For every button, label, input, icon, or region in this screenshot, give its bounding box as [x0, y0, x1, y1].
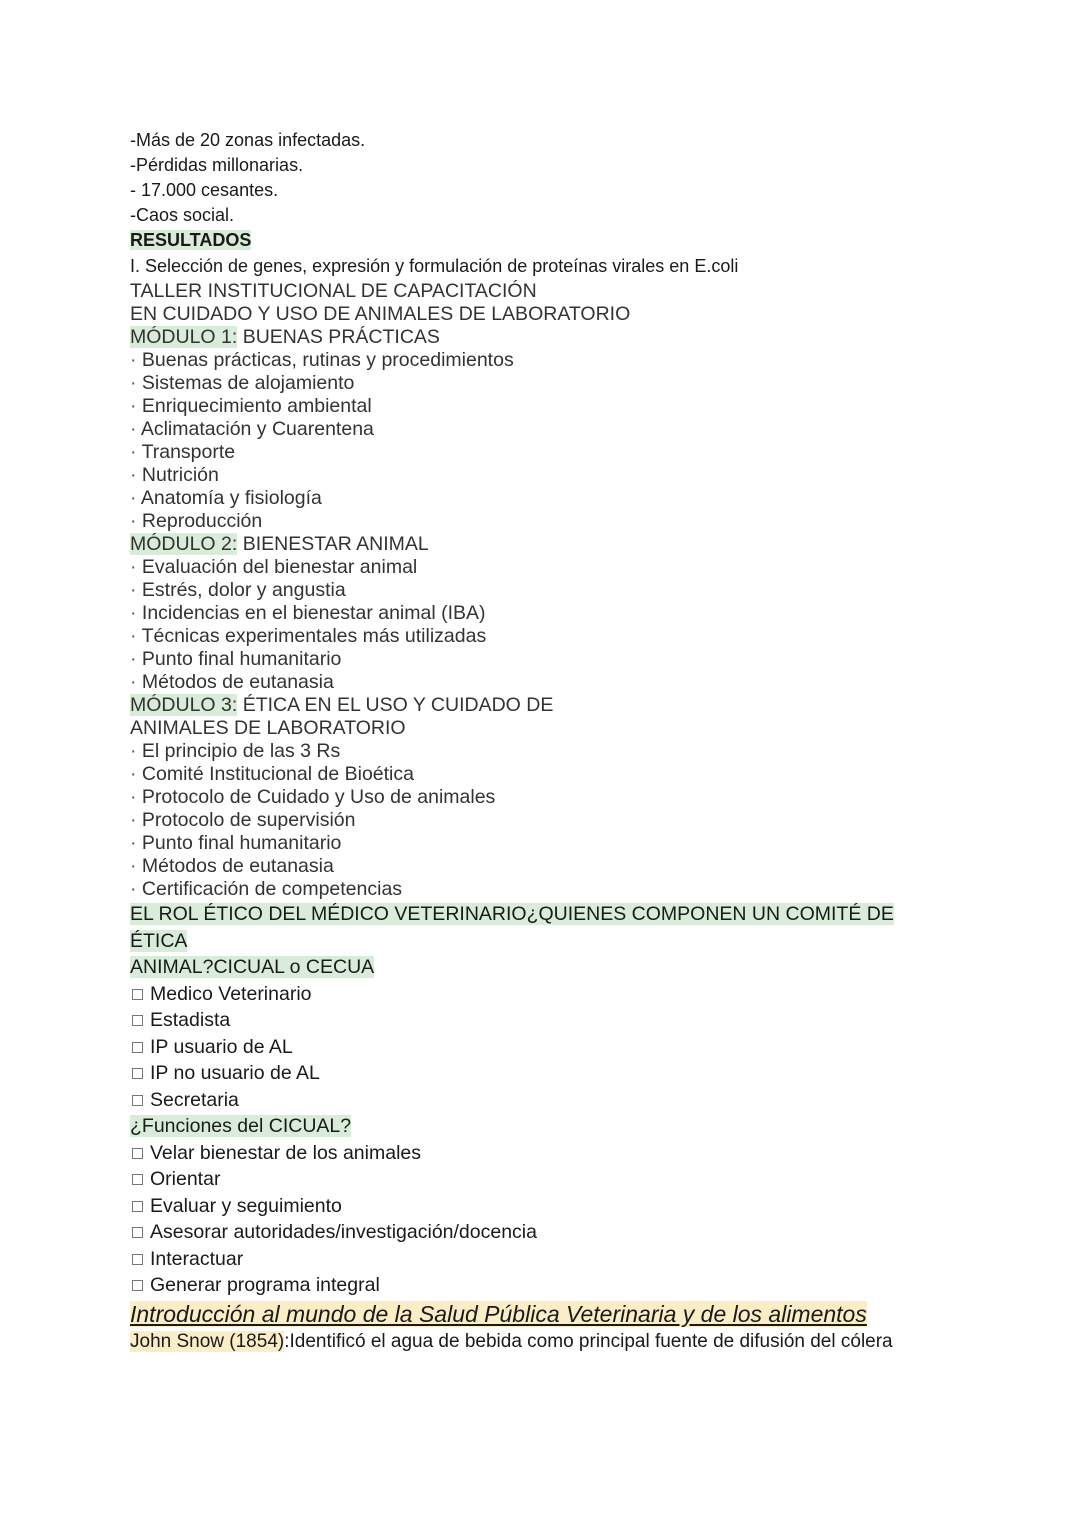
bullet-text: Evaluación del bienestar animal	[141, 556, 418, 578]
bullet-dot-icon: ·	[130, 349, 142, 371]
bullet-text: Enriquecimiento ambiental	[141, 395, 372, 417]
modulo3-heading-cont: ANIMALES DE LABORATORIO	[130, 717, 406, 739]
intro-line: -Más de 20 zonas infectadas.	[130, 130, 366, 150]
bullet-item	[130, 763, 950, 786]
resultados-heading: RESULTADOS	[130, 230, 252, 250]
checkbox-text: Estadista	[150, 1009, 231, 1031]
bullet-text: Protocolo de Cuidado y Uso de animales	[141, 786, 496, 808]
bullet-item	[130, 740, 950, 763]
modulo1-heading: MÓDULO 1: BUENAS PRÁCTICAS	[130, 326, 440, 348]
checkbox-icon	[132, 1068, 143, 1079]
bullet-item	[130, 349, 950, 372]
checkbox-item	[130, 1060, 950, 1087]
bullet-dot-icon: ·	[130, 763, 142, 785]
checkbox-item	[130, 1219, 950, 1246]
checkbox-item	[130, 1193, 950, 1220]
bullet-item	[130, 671, 950, 694]
bullet-dot-icon: ·	[130, 809, 142, 831]
modulo3-heading: MÓDULO 3: ÉTICA EN EL USO Y CUIDADO DE	[130, 694, 554, 716]
bullet-item	[130, 556, 950, 579]
bullet-item	[130, 487, 950, 510]
salud-title: Introducción al mundo de la Salud Pública Veterinaria y de los alimentos	[130, 1300, 867, 1327]
bullet-item	[130, 855, 950, 878]
bullet-item	[130, 809, 950, 832]
checkbox-icon	[132, 1015, 143, 1026]
bullet-text: Transporte	[141, 441, 236, 463]
bullet-text: Nutrición	[141, 464, 219, 486]
intro-line: -Pérdidas millonarias.	[130, 155, 304, 175]
checkbox-item	[130, 1166, 950, 1193]
bullet-text: Reproducción	[141, 510, 263, 532]
checkbox-text: Evaluar y seguimiento	[150, 1194, 342, 1217]
bullet-dot-icon: ·	[130, 418, 141, 440]
checkbox-icon	[132, 1254, 143, 1265]
checkbox-item	[130, 1272, 950, 1299]
taller-title: TALLER INSTITUCIONAL DE CAPACITACIÓN	[130, 280, 537, 302]
checkbox-item	[130, 1246, 950, 1273]
checkbox-item	[130, 1140, 950, 1167]
bullet-dot-icon: ·	[130, 648, 142, 670]
bullet-dot-icon: ·	[130, 602, 142, 624]
checkbox-text: Interactuar	[150, 1247, 244, 1270]
bullet-text: Anatomía y fisiología	[140, 487, 322, 509]
bullet-dot-icon: ·	[130, 625, 142, 647]
checkbox-icon	[132, 1095, 143, 1106]
bullet-text: Buenas prácticas, rutinas y procedimientos	[141, 349, 514, 371]
snow-line: John Snow (1854):Identificó el agua de bebida como principal fuente de difusión del cólera	[130, 1330, 893, 1352]
checkbox-text: Orientar	[150, 1168, 221, 1190]
checkbox-text: Asesorar autoridades/investigación/docencia	[150, 1221, 537, 1243]
rol-heading: ANIMAL?CICUAL o CECUA	[130, 956, 375, 978]
bullet-text: Comité Institucional de Bioética	[141, 763, 414, 785]
bullet-dot-icon: ·	[130, 786, 142, 808]
bullet-item	[130, 464, 950, 487]
bullet-dot-icon: ·	[130, 441, 142, 463]
checkbox-icon	[132, 1227, 143, 1238]
rol-heading: EL ROL ÉTICO DEL MÉDICO VETERINARIO¿QUIENES COMPONEN UN COMITÉ DE	[130, 903, 894, 925]
bullet-item	[130, 395, 950, 418]
bullet-item	[130, 878, 950, 901]
intro-line: -Caos social.	[130, 205, 235, 225]
bullet-dot-icon: ·	[130, 671, 142, 693]
bullet-text: El principio de las 3 Rs	[141, 740, 341, 762]
checkbox-item	[130, 1034, 950, 1061]
bullet-dot-icon: ·	[130, 878, 142, 900]
bullet-text: Sistemas de alojamiento	[141, 372, 355, 394]
document-page	[130, 128, 950, 1355]
funciones-heading: ¿Funciones del CICUAL?	[130, 1115, 352, 1137]
checkbox-text: IP no usuario de AL	[150, 1062, 320, 1084]
checkbox-item	[130, 1087, 950, 1114]
checkbox-text: IP usuario de AL	[150, 1035, 293, 1058]
bullet-text: Protocolo de supervisión	[141, 809, 356, 831]
bullet-dot-icon: ·	[130, 832, 142, 854]
checkbox-text: Generar programa integral	[150, 1274, 380, 1296]
bullet-item	[130, 510, 950, 533]
checkbox-icon	[132, 989, 143, 1000]
bullet-dot-icon: ·	[130, 510, 142, 532]
bullet-dot-icon: ·	[130, 740, 142, 762]
bullet-item	[130, 579, 950, 602]
bullet-dot-icon: ·	[130, 395, 142, 417]
bullet-item	[130, 372, 950, 395]
bullet-dot-icon: ·	[130, 464, 142, 486]
bullet-dot-icon: ·	[130, 556, 142, 578]
checkbox-text: Secretaria	[150, 1088, 239, 1111]
bullet-item	[130, 648, 950, 671]
bullet-text: Técnicas experimentales más utilizadas	[141, 625, 487, 647]
checkbox-item	[130, 981, 950, 1008]
bullet-text: Punto final humanitario	[141, 648, 342, 670]
checkbox-item	[130, 1007, 950, 1034]
bullet-dot-icon: ·	[130, 487, 141, 509]
bullet-item	[130, 625, 950, 648]
bullet-item	[130, 602, 950, 625]
bullet-item	[130, 832, 950, 855]
checkbox-text: Medico Veterinario	[150, 982, 312, 1005]
bullet-text: Certificación de competencias	[141, 878, 403, 900]
bullet-text: Estrés, dolor y angustia	[141, 579, 346, 601]
rol-heading: ÉTICA	[130, 929, 188, 952]
bullet-text: Métodos de eutanasia	[141, 671, 334, 693]
taller-title: EN CUIDADO Y USO DE ANIMALES DE LABORATORIO	[130, 303, 631, 325]
checkbox-text: Velar bienestar de los animales	[150, 1141, 421, 1164]
seleccion-line: I. Selección de genes, expresión y formulación de proteínas virales en E.coli	[130, 256, 739, 276]
checkbox-icon	[132, 1042, 143, 1053]
checkbox-icon	[132, 1280, 143, 1291]
bullet-text: Incidencias en el bienestar animal (IBA)	[141, 602, 486, 624]
bullet-text: Aclimatación y Cuarentena	[140, 418, 374, 440]
intro-line: - 17.000 cesantes.	[130, 180, 279, 200]
bullet-text: Métodos de eutanasia	[141, 855, 334, 877]
bullet-item	[130, 441, 950, 464]
checkbox-icon	[132, 1148, 143, 1159]
bullet-dot-icon: ·	[130, 579, 142, 601]
bullet-dot-icon: ·	[130, 855, 142, 877]
bullet-item	[130, 418, 950, 441]
checkbox-icon	[132, 1201, 143, 1212]
modulo2-heading: MÓDULO 2: BIENESTAR ANIMAL	[130, 533, 429, 555]
bullet-dot-icon: ·	[130, 372, 142, 394]
bullet-item	[130, 786, 950, 809]
bullet-text: Punto final humanitario	[141, 832, 342, 854]
checkbox-icon	[132, 1174, 143, 1185]
